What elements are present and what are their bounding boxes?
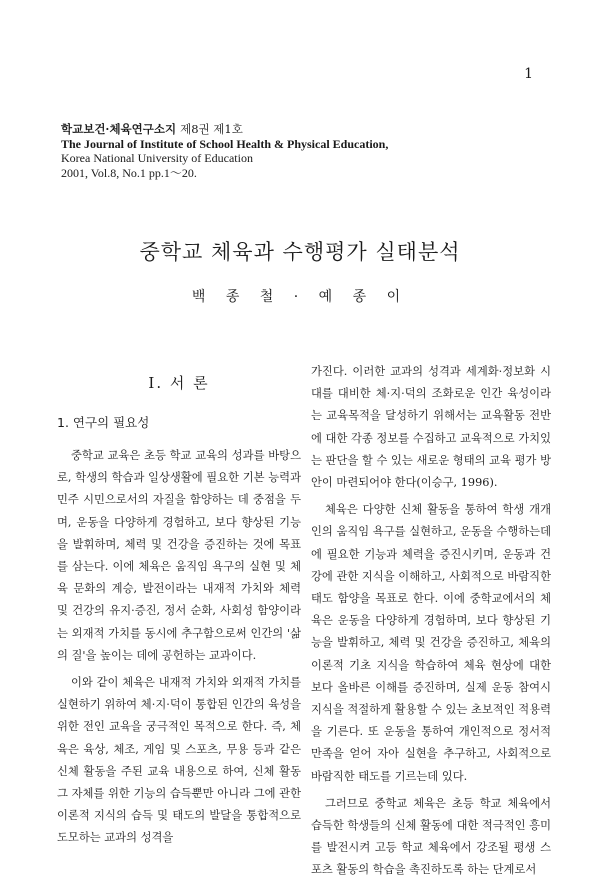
journal-korean-line	[61, 122, 388, 137]
left-column	[57, 360, 301, 850]
body-paragraph: 가진다. 이러한 교과의 성격과 세계화·정보화 시대를 대비한 체·지·덕의 조화로운 인간 육성이라는 교육목적을 달성하기 위해서는 교육활동 전반에 대한 각종 정보를 수집하고 교육적으로 가치있는 판단을 할 수 있는 새로운 형태의 교육 평가 방안이 마련되어야 한다(이승구, 1996).	[311, 365, 551, 490]
journal-citation: 2001, Vol.8, No.1 pp.1～20.	[61, 165, 197, 180]
article-title: 중학교 체육과 수행평가 실태분석	[139, 240, 461, 264]
body-paragraph: 이와 같이 체육은 내재적 가치와 외재적 가치를 실현하기 위하여 체·지·덕이 통합된 인간의 육성을 위한 전인 교육을 궁극적인 목적으로 한다. 즉, 체육은 육상, 체조, 게임 및 스포츠, 무용 등과 같은 신체 활동을 주된 교육 내용으로 하여, 신체 활동 그 자체를 위한 기능의 습득뿐만 아니라 그에 관한 이론적 지식의 습득 및 태도의 발달을 통합적으로 도모하는 교과의 성격을	[57, 676, 301, 845]
journal-volume-issue: 제8권 제1호	[180, 122, 243, 136]
journal-english-title: The Journal of Institute of School Health & Physical Education,	[61, 136, 389, 151]
right-column	[311, 361, 551, 882]
journal-info	[61, 122, 388, 180]
body-paragraph: 그러므로 중학교 체육은 초등 학교 체육에서 습득한 학생들의 신체 활동에 대한 적극적인 흥미를 발전시켜 고등 학교 체육에서 강조될 평생 스포츠 활동의 학습을 촉진하도록 하는 단계로서	[311, 796, 551, 877]
body-paragraph: 체육은 다양한 신체 활동을 통하여 학생 개개인의 움직임 욕구를 실현하고, 운동을 수행하는데에 필요한 기능과 체력을 증진시키며, 운동과 건강에 관한 지식을 이해하고, 사회적으로 바람직한 태도 함양을 목표로 한다. 이에 중학교에서의 체육은 운동을 다양하게 경험하며, 보다 향상된 기능을 발휘하고, 체력 및 건강을 증진하고, 체육의 이론적 기초 지식을 학습하여 체육 현상에 대한 보다 올바른 이해를 증진하며, 실제 운동 참여시 지식을 적절하게 활용할 수 있는 초보적인 적용력을 기른다. 또 운동을 통하여 개인적으로 정서적 만족을 얻어 자아 실현을 추구하고, 사회적으로 바람직한 태도를 기르는데 있다.	[311, 503, 551, 783]
body-paragraph: 중학교 교육은 초등 학교 교육의 성과를 바탕으로, 학생의 학습과 일상생활에 필요한 기본 능력과 민주 시민으로서의 자질을 함양하는 데 중점을 두며, 운동을 다양하게 경험하고, 보다 향상된 기능을 발휘하며, 체력 및 건강을 증진하는 것에 목표를 삼는다. 이에 체육은 움직임 욕구의 실현 및 체육 문화의 계승, 발전이라는 내재적 가치와 체력 및 건강의 유지·증진, 정서 순화, 사회성 함양이라는 외재적 가치를 동시에 추구함으로써 인간의 '삶의 질'을 높이는 데에 공헌하는 교과이다.	[57, 449, 301, 662]
section-heading: Ⅰ. 서 론	[148, 374, 210, 392]
journal-korean-name: 학교보건·체육연구소지	[61, 122, 177, 136]
subsection-heading: 1. 연구의 필요성	[57, 415, 150, 430]
journal-university: Korea National University of Education	[61, 151, 253, 165]
page-number: 1	[524, 66, 533, 82]
article-authors: 백 종 철 · 예 종 이	[191, 289, 409, 305]
